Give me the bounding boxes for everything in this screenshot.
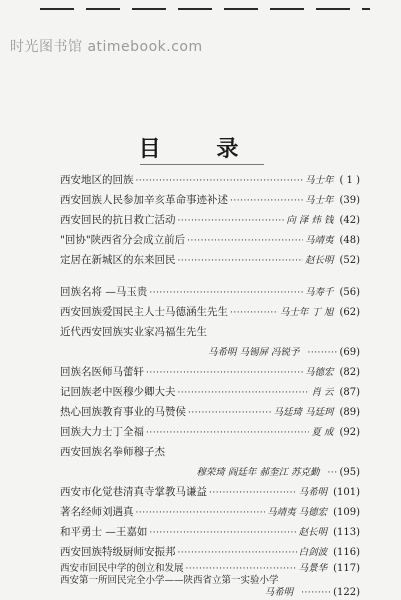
entry-title: 定居在新城区的东来回民 <box>60 254 176 266</box>
toc-entry[interactable] <box>60 424 360 444</box>
toc-entry[interactable] <box>60 404 360 424</box>
entry-author: 马士年 丁 旭 <box>279 307 334 318</box>
entry-author: 马景华 <box>298 563 328 574</box>
entry-author: 马希明 马锡屏 冯锐予 <box>207 347 300 358</box>
toc-entry[interactable] <box>60 192 360 212</box>
entry-title: 回族名将 —马玉贵 <box>60 286 148 298</box>
entry-author: 马廷琦 马廷珂 <box>273 407 334 418</box>
entry-page: (109) <box>333 507 360 518</box>
watermark: 时光图书馆 atimebook.com <box>10 39 203 55</box>
entry-title: 西安回族名拳师穆子杰 <box>60 446 165 458</box>
dot-leader <box>178 388 310 398</box>
entry-title: 西安第一所回民完全小学——陕西省立第一实验小学 <box>60 575 279 586</box>
dot-leader <box>301 588 331 598</box>
entry-page: (117) <box>333 563 360 574</box>
toc-entry[interactable] <box>60 212 360 232</box>
entry-title: 西安回族爱国民主人士马德涵生先生 <box>60 306 228 318</box>
entry-author: 马希明 <box>298 487 328 498</box>
dot-leader <box>187 236 303 246</box>
entry-author: 马士年 <box>304 195 334 206</box>
entry-author: 马靖夷 <box>304 235 334 246</box>
dot-leader <box>307 348 337 358</box>
entry-title: 热心回族教育事业的马赞侯 <box>60 406 186 418</box>
entry-page: (95) <box>339 467 360 478</box>
entry-author: 马德宏 <box>304 367 334 378</box>
entry-page: (113) <box>333 527 360 538</box>
entry-author: 马寿千 <box>304 287 334 298</box>
toc-entry[interactable] <box>60 384 360 404</box>
entry-author: 马士年 <box>304 175 334 186</box>
dot-leader <box>146 428 309 438</box>
entry-page: (116) <box>333 547 360 558</box>
entry-title: 近代西安回族实业家冯福生先生 <box>60 326 207 338</box>
entry-title: 记回族老中医穆少卿大夫 <box>60 386 176 398</box>
entry-title: 西安地区的回族 <box>60 174 134 186</box>
entry-title: 和平勇士 —王嘉如 <box>60 526 148 538</box>
toc-entry[interactable] <box>60 252 360 272</box>
dot-leader <box>178 216 285 226</box>
entry-author: 向 泽 炜 钱 <box>286 215 334 226</box>
entry-title: 回族名医师马蕾轩 <box>60 366 144 378</box>
entry-title: 西安市回民中学的创立和发展 <box>60 563 184 574</box>
entry-author: 马靖夷 马德宏 <box>267 507 328 518</box>
toc-entry-continued[interactable] <box>60 464 360 484</box>
dot-leader <box>188 408 271 418</box>
entry-page: (92) <box>339 427 360 438</box>
toc-entry-continued[interactable] <box>60 584 360 598</box>
entry-title: 著名经师刘遇真 <box>60 506 134 518</box>
dot-leader <box>136 176 303 186</box>
entry-title: 西安回族特级厨师安振邦 <box>60 546 176 558</box>
dot-leader <box>178 548 297 558</box>
top-border-line <box>40 8 370 10</box>
toc-entry[interactable] <box>60 444 360 464</box>
title-divider <box>140 164 264 165</box>
entry-page: (52) <box>339 255 360 266</box>
entry-author: 赵长明 <box>298 527 328 538</box>
entry-title: "回协"陕西省分会成立前后 <box>60 234 186 246</box>
entry-title: 西安回族人民参加辛亥革命事迹补述 <box>60 194 228 206</box>
entry-page: (69) <box>339 347 360 358</box>
dot-leader <box>149 528 296 538</box>
toc-entry-continued[interactable] <box>60 344 360 364</box>
toc-entry[interactable] <box>60 324 360 344</box>
toc-entry[interactable] <box>60 232 360 252</box>
toc-entry[interactable] <box>60 304 360 324</box>
dot-leader <box>149 288 303 298</box>
toc-entry[interactable] <box>60 524 360 544</box>
entry-page: (56) <box>339 287 360 298</box>
entry-page: (89) <box>339 407 360 418</box>
entry-title: 西安市化觉巷清真寺掌教马谦益 <box>60 486 207 498</box>
entry-page: (87) <box>339 387 360 398</box>
dot-leader <box>178 256 303 266</box>
dot-leader <box>230 308 278 318</box>
entry-page: (122) <box>333 587 360 598</box>
entry-page: ( 1 ) <box>339 175 360 186</box>
toc-entry[interactable] <box>60 484 360 504</box>
entry-page: (101) <box>333 487 360 498</box>
entry-author: 马希明 <box>264 587 294 598</box>
entry-page: (48) <box>339 235 360 246</box>
entry-page: (82) <box>339 367 360 378</box>
entry-page: (42) <box>339 215 360 226</box>
dot-leader <box>209 488 297 498</box>
dot-leader <box>146 368 303 378</box>
entry-author: 白剑波 <box>298 547 328 558</box>
dot-leader <box>136 508 266 518</box>
entry-author: 赵长明 <box>304 255 334 266</box>
entry-author: 夏 成 <box>311 427 334 438</box>
entry-title: 回族大力士丁全福 <box>60 426 144 438</box>
toc-entry[interactable] <box>60 504 360 524</box>
toc-entry[interactable] <box>60 284 360 304</box>
entry-page: (62) <box>339 307 360 318</box>
entry-author: 肖 云 <box>311 387 334 398</box>
entry-title: 西安回民的抗日救亡活动 <box>60 214 176 226</box>
toc-entry[interactable] <box>60 364 360 384</box>
dot-leader <box>327 468 337 478</box>
dot-leader <box>230 196 303 206</box>
entry-author: 穆荣琦 阎廷年 郝奎江 苏克勤 <box>196 467 320 478</box>
page-title: 目 录 <box>138 137 263 162</box>
toc-entry[interactable] <box>60 172 360 192</box>
entry-page: (39) <box>339 195 360 206</box>
